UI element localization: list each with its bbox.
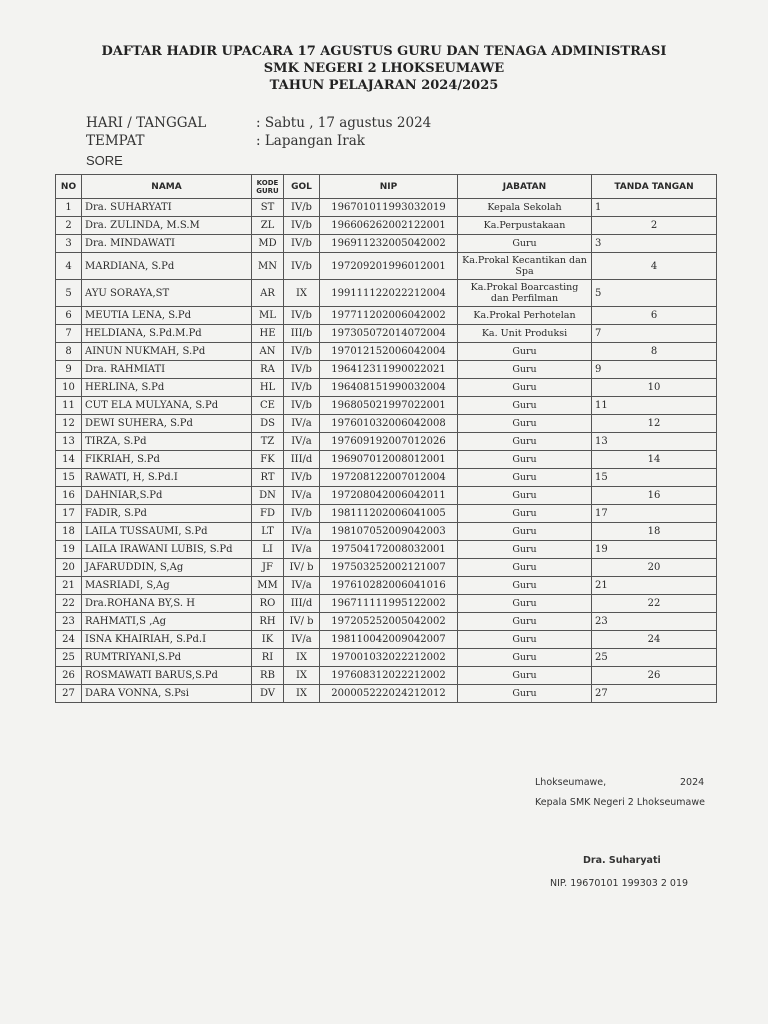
cell-gol: IV/ b [284, 613, 320, 631]
cell-nama: Dra.ROHANA BY,S. H [82, 595, 252, 613]
cell-ttd: 17 [592, 505, 717, 523]
cell-nip: 197608312022212002 [320, 667, 458, 685]
cell-ttd: 19 [592, 541, 717, 559]
document-title: DAFTAR HADIR UPACARA 17 AGUSTUS GURU DAN TENAGA ADMINISTRASI [101, 44, 667, 59]
cell-no: 10 [56, 379, 82, 397]
cell-kode: RB [252, 667, 284, 685]
table-row [56, 199, 717, 217]
cell-ttd: 13 [592, 433, 717, 451]
cell-ttd: 21 [592, 577, 717, 595]
cell-ttd: 4 [592, 253, 717, 280]
cell-gol: IV/b [284, 505, 320, 523]
cell-nip: 197208042006042011 [320, 487, 458, 505]
cell-ttd: 11 [592, 397, 717, 415]
cell-gol: III/b [284, 325, 320, 343]
cell-nip: 197711202006042002 [320, 307, 458, 325]
cell-kode: HL [252, 379, 284, 397]
cell-no: 9 [56, 361, 82, 379]
table-row [56, 667, 717, 685]
cell-nip: 196805021997022001 [320, 397, 458, 415]
cell-kode: RT [252, 469, 284, 487]
cell-nip: 198107052009042003 [320, 523, 458, 541]
cell-nama: RUMTRIYANI,S.Pd [82, 649, 252, 667]
cell-nama: FADIR, S.Pd [82, 505, 252, 523]
cell-jabatan: Ka.Perpustakaan [458, 217, 592, 235]
cell-jabatan: Guru [458, 505, 592, 523]
cell-jabatan: Ka.Prokal Kecantikan dan Spa [458, 253, 592, 280]
cell-nama: CUT ELA MULYANA, S.Pd [82, 397, 252, 415]
cell-nama: RAWATI, H, S.Pd.I [82, 469, 252, 487]
cell-ttd: 8 [592, 343, 717, 361]
cell-ttd: 1 [592, 199, 717, 217]
cell-jabatan: Guru [458, 667, 592, 685]
cell-no: 14 [56, 451, 82, 469]
cell-jabatan: Guru [458, 469, 592, 487]
cell-gol: IV/a [284, 541, 320, 559]
cell-nip: 196412311990022021 [320, 361, 458, 379]
cell-nip: 197208122007012004 [320, 469, 458, 487]
cell-jabatan: Guru [458, 631, 592, 649]
cell-no: 11 [56, 397, 82, 415]
cell-ttd: 25 [592, 649, 717, 667]
table-row [56, 649, 717, 667]
header-gol: GOL [284, 175, 320, 199]
cell-ttd: 27 [592, 685, 717, 703]
day-date-value: : Sabtu , 17 agustus 2024 [256, 115, 432, 131]
cell-nama: HELDIANA, S.Pd.M.Pd [82, 325, 252, 343]
cell-no: 19 [56, 541, 82, 559]
table-row [56, 541, 717, 559]
cell-no: 13 [56, 433, 82, 451]
cell-gol: IV/a [284, 415, 320, 433]
cell-no: 24 [56, 631, 82, 649]
table-row [56, 577, 717, 595]
cell-no: 20 [56, 559, 82, 577]
cell-no: 27 [56, 685, 82, 703]
cell-nip: 196711111995122002 [320, 595, 458, 613]
table-row [56, 253, 717, 280]
cell-gol: IV/b [284, 343, 320, 361]
cell-no: 5 [56, 280, 82, 307]
cell-gol: IV/ b [284, 559, 320, 577]
cell-jabatan: Guru [458, 451, 592, 469]
cell-no: 25 [56, 649, 82, 667]
cell-no: 22 [56, 595, 82, 613]
day-date-label: HARI / TANGGAL [86, 115, 207, 131]
cell-nama: LAILA IRAWANI LUBIS, S.Pd [82, 541, 252, 559]
cell-nip: 200005222024212012 [320, 685, 458, 703]
cell-nip: 197609192007012026 [320, 433, 458, 451]
cell-kode: RA [252, 361, 284, 379]
cell-kode: FD [252, 505, 284, 523]
cell-kode: RH [252, 613, 284, 631]
cell-ttd: 26 [592, 667, 717, 685]
table-row [56, 523, 717, 541]
cell-gol: IV/b [284, 253, 320, 280]
cell-jabatan: Guru [458, 379, 592, 397]
table-row [56, 487, 717, 505]
cell-ttd: 24 [592, 631, 717, 649]
cell-nip: 198110042009042007 [320, 631, 458, 649]
cell-nip: 197305072014072004 [320, 325, 458, 343]
cell-kode: ML [252, 307, 284, 325]
cell-ttd: 15 [592, 469, 717, 487]
cell-nip: 196911232005042002 [320, 235, 458, 253]
cell-kode: MD [252, 235, 284, 253]
cell-jabatan: Ka.Prokal Perhotelan [458, 307, 592, 325]
cell-jabatan: Guru [458, 235, 592, 253]
table-row [56, 325, 717, 343]
cell-ttd: 12 [592, 415, 717, 433]
signature-year: 2024 [680, 777, 705, 788]
table-row [56, 343, 717, 361]
cell-kode: DN [252, 487, 284, 505]
table-row [56, 361, 717, 379]
table-header-row [56, 175, 717, 199]
cell-no: 3 [56, 235, 82, 253]
cell-kode: TZ [252, 433, 284, 451]
cell-kode: AN [252, 343, 284, 361]
cell-nama: RAHMATI,S ,Ag [82, 613, 252, 631]
cell-ttd: 14 [592, 451, 717, 469]
cell-gol: IV/b [284, 361, 320, 379]
cell-jabatan: Ka. Unit Produksi [458, 325, 592, 343]
cell-gol: IX [284, 649, 320, 667]
cell-jabatan: Guru [458, 433, 592, 451]
cell-no: 8 [56, 343, 82, 361]
cell-kode: RO [252, 595, 284, 613]
cell-ttd: 23 [592, 613, 717, 631]
cell-jabatan: Guru [458, 397, 592, 415]
cell-no: 6 [56, 307, 82, 325]
header-jabatan: JABATAN [458, 175, 592, 199]
place-label: TEMPAT [86, 133, 145, 149]
cell-kode: CE [252, 397, 284, 415]
cell-nama: ROSMAWATI BARUS,S.Pd [82, 667, 252, 685]
cell-gol: IV/a [284, 433, 320, 451]
cell-gol: IV/b [284, 379, 320, 397]
table-row [56, 505, 717, 523]
cell-kode: MN [252, 253, 284, 280]
cell-kode: DS [252, 415, 284, 433]
cell-nama: JAFARUDDIN, S,Ag [82, 559, 252, 577]
cell-nama: TIRZA, S.Pd [82, 433, 252, 451]
table-row [56, 451, 717, 469]
cell-no: 2 [56, 217, 82, 235]
cell-nama: FIKRIAH, S.Pd [82, 451, 252, 469]
cell-nip: 197001032022212002 [320, 649, 458, 667]
cell-kode: JF [252, 559, 284, 577]
cell-nama: HERLINA, S.Pd [82, 379, 252, 397]
table-row [56, 397, 717, 415]
cell-ttd: 7 [592, 325, 717, 343]
cell-ttd: 10 [592, 379, 717, 397]
cell-jabatan: Kepala Sekolah [458, 199, 592, 217]
cell-nip: 197012152006042004 [320, 343, 458, 361]
cell-gol: IV/a [284, 631, 320, 649]
table-row [56, 631, 717, 649]
cell-nip: 196701011993032019 [320, 199, 458, 217]
cell-gol: IV/b [284, 235, 320, 253]
header-tanda-tangan: TANDA TANGAN [592, 175, 717, 199]
cell-jabatan: Guru [458, 523, 592, 541]
cell-jabatan: Guru [458, 415, 592, 433]
place-value: : Lapangan Irak [256, 133, 365, 149]
table-row [56, 307, 717, 325]
cell-no: 4 [56, 253, 82, 280]
signer-nip: NIP. 19670101 199303 2 019 [550, 878, 689, 889]
cell-no: 1 [56, 199, 82, 217]
cell-jabatan: Guru [458, 577, 592, 595]
cell-gol: III/d [284, 595, 320, 613]
cell-nama: DEWI SUHERA, S.Pd [82, 415, 252, 433]
cell-jabatan: Guru [458, 613, 592, 631]
cell-nama: Dra. ZULINDA, M.S.M [82, 217, 252, 235]
signer-name: Dra. Suharyati [583, 855, 661, 866]
cell-nama: MARDIANA, S.Pd [82, 253, 252, 280]
cell-nip: 197610282006041016 [320, 577, 458, 595]
table-row [56, 685, 717, 703]
cell-gol: III/d [284, 451, 320, 469]
cell-ttd: 9 [592, 361, 717, 379]
cell-nama: AINUN NUKMAH, S.Pd [82, 343, 252, 361]
table-row [56, 559, 717, 577]
cell-nama: DAHNIAR,S.Pd [82, 487, 252, 505]
cell-nip: 197205252005042002 [320, 613, 458, 631]
session-label: SORE [86, 153, 123, 168]
table-row [56, 433, 717, 451]
signer-position: Kepala SMK Negeri 2 Lhokseumawe [535, 797, 705, 808]
header-kode-guru: KODE GURU [252, 175, 284, 199]
cell-kode: AR [252, 280, 284, 307]
cell-jabatan: Guru [458, 541, 592, 559]
cell-nip: 197504172008032001 [320, 541, 458, 559]
cell-gol: IV/b [284, 469, 320, 487]
table-row [56, 217, 717, 235]
table-row [56, 280, 717, 307]
cell-no: 26 [56, 667, 82, 685]
cell-no: 23 [56, 613, 82, 631]
cell-jabatan: Guru [458, 649, 592, 667]
cell-nip: 196606262002122001 [320, 217, 458, 235]
cell-nama: Dra. MINDAWATI [82, 235, 252, 253]
header-nama: NAMA [82, 175, 252, 199]
cell-kode: RI [252, 649, 284, 667]
cell-kode: HE [252, 325, 284, 343]
cell-gol: IV/a [284, 487, 320, 505]
cell-jabatan: Ka.Prokal Boarcasting dan Perfilman [458, 280, 592, 307]
cell-nip: 197503252002121007 [320, 559, 458, 577]
cell-no: 15 [56, 469, 82, 487]
cell-gol: IV/b [284, 217, 320, 235]
cell-kode: MM [252, 577, 284, 595]
cell-jabatan: Guru [458, 685, 592, 703]
cell-ttd: 2 [592, 217, 717, 235]
cell-nip: 197601032006042008 [320, 415, 458, 433]
cell-nama: DARA VONNA, S.Psi [82, 685, 252, 703]
cell-jabatan: Guru [458, 361, 592, 379]
cell-ttd: 6 [592, 307, 717, 325]
cell-gol: IV/b [284, 199, 320, 217]
cell-gol: IX [284, 667, 320, 685]
cell-ttd: 16 [592, 487, 717, 505]
cell-nama: LAILA TUSSAUMI, S.Pd [82, 523, 252, 541]
cell-gol: IX [284, 280, 320, 307]
cell-ttd: 5 [592, 280, 717, 307]
cell-gol: IV/a [284, 523, 320, 541]
header-no: NO [56, 175, 82, 199]
cell-ttd: 18 [592, 523, 717, 541]
table-row [56, 595, 717, 613]
cell-no: 21 [56, 577, 82, 595]
cell-nama: MASRIADI, S,Ag [82, 577, 252, 595]
cell-gol: IX [284, 685, 320, 703]
cell-nip: 196907012008012001 [320, 451, 458, 469]
cell-kode: IK [252, 631, 284, 649]
cell-gol: IV/a [284, 577, 320, 595]
academic-year: TAHUN PELAJARAN 2024/2025 [269, 78, 499, 93]
table-row [56, 613, 717, 631]
cell-nip: 196408151990032004 [320, 379, 458, 397]
school-name: SMK NEGERI 2 LHOKSEUMAWE [263, 61, 505, 76]
cell-no: 16 [56, 487, 82, 505]
cell-jabatan: Guru [458, 595, 592, 613]
cell-no: 12 [56, 415, 82, 433]
cell-kode: ST [252, 199, 284, 217]
cell-kode: DV [252, 685, 284, 703]
cell-nama: AYU SORAYA,ST [82, 280, 252, 307]
cell-no: 7 [56, 325, 82, 343]
cell-no: 18 [56, 523, 82, 541]
cell-no: 17 [56, 505, 82, 523]
cell-kode: LI [252, 541, 284, 559]
table-row [56, 235, 717, 253]
table-row [56, 379, 717, 397]
cell-nip: 198111202006041005 [320, 505, 458, 523]
attendance-table [55, 174, 717, 703]
header-nip: NIP [320, 175, 458, 199]
cell-nip: 199111122022212004 [320, 280, 458, 307]
signature-place: Lhokseumawe, [535, 777, 607, 788]
cell-nama: Dra. RAHMIATI [82, 361, 252, 379]
cell-nama: MEUTIA LENA, S.Pd [82, 307, 252, 325]
cell-jabatan: Guru [458, 559, 592, 577]
cell-nama: ISNA KHAIRIAH, S.Pd.I [82, 631, 252, 649]
cell-ttd: 3 [592, 235, 717, 253]
cell-kode: FK [252, 451, 284, 469]
cell-jabatan: Guru [458, 343, 592, 361]
cell-gol: IV/b [284, 307, 320, 325]
cell-kode: LT [252, 523, 284, 541]
cell-nama: Dra. SUHARYATI [82, 199, 252, 217]
cell-kode: ZL [252, 217, 284, 235]
cell-nip: 197209201996012001 [320, 253, 458, 280]
cell-ttd: 20 [592, 559, 717, 577]
cell-jabatan: Guru [458, 487, 592, 505]
cell-gol: IV/b [284, 397, 320, 415]
table-row [56, 415, 717, 433]
table-row [56, 469, 717, 487]
cell-ttd: 22 [592, 595, 717, 613]
